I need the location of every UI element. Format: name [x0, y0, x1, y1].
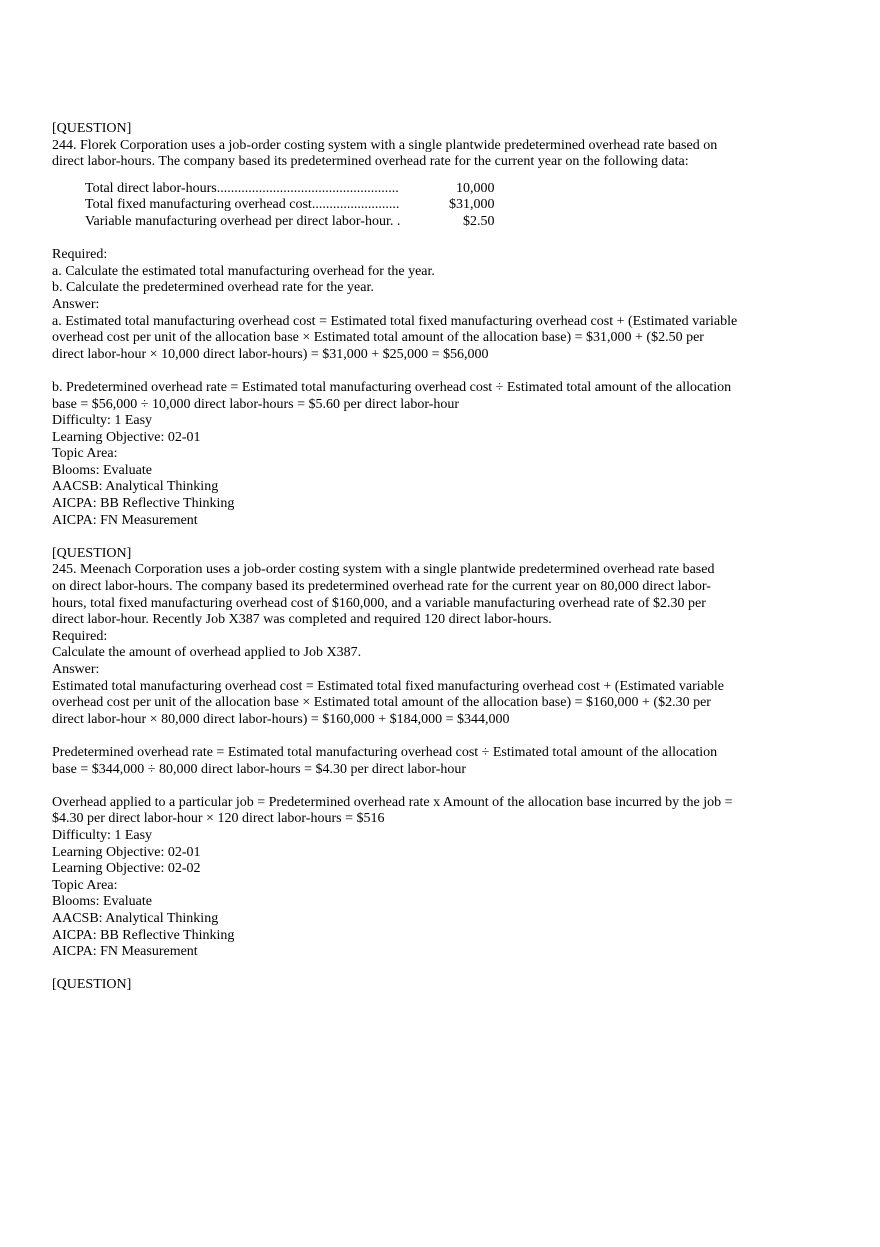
meta-topic-area: Topic Area: [52, 446, 118, 462]
question-stem-line: hours, total fixed manufacturing overhead cost of $160,000, and a variable manufacturing overhead rate of $2.30 per [52, 595, 706, 611]
table-row [85, 197, 495, 214]
question-tag: [QUESTION] [52, 545, 132, 561]
meta-difficulty: Difficulty: 1 Easy [52, 413, 153, 429]
table-value: 10,000 [456, 180, 495, 196]
answer-line: Predetermined overhead rate = Estimated total manufacturing overhead cost ÷ Estimated total amount of the allocation [52, 744, 718, 760]
question-tag: [QUESTION] [52, 977, 132, 993]
answer-line: overhead cost per unit of the allocation base × Estimated total amount of the allocation base) = $31,000 + ($2.50 per [52, 330, 704, 346]
answer-line: direct labor-hour × 80,000 direct labor-hours) = $160,000 + $184,000 = $344,000 [52, 711, 510, 727]
table-label: Total fixed manufacturing overhead cost......................... [85, 197, 400, 213]
answer-line: Overhead applied to a particular job = Predetermined overhead rate x Amount of the allocation base incurred by the job = [52, 794, 733, 810]
question-244 [52, 121, 772, 529]
document-page [52, 121, 772, 994]
meta-difficulty: Difficulty: 1 Easy [52, 827, 153, 843]
meta-learning-objective: Learning Objective: 02-01 [52, 844, 201, 860]
answer-line: base = $344,000 ÷ 80,000 direct labor-hours = $4.30 per direct labor-hour [52, 761, 467, 777]
table-value: $31,000 [449, 197, 495, 213]
answer-line: Estimated total manufacturing overhead cost = Estimated total fixed manufacturing overhead cost + (Estimated variable [52, 678, 725, 694]
answer-line: b. Predetermined overhead rate = Estimated total manufacturing overhead cost ÷ Estimated total amount of the allocation [52, 379, 732, 395]
answer-line: base = $56,000 ÷ 10,000 direct labor-hours = $5.60 per direct labor-hour [52, 396, 460, 412]
meta-blooms: Blooms: Evaluate [52, 462, 152, 478]
meta-aicpa: AICPA: BB Reflective Thinking [52, 496, 235, 512]
question-245 [52, 546, 772, 961]
meta-aicpa: AICPA: BB Reflective Thinking [52, 927, 235, 943]
answer-heading: Answer: [52, 296, 100, 312]
table-row [85, 181, 495, 198]
meta-aacsb: AACSB: Analytical Thinking [52, 910, 219, 926]
question-stem-line: on direct labor-hours. The company based its predetermined overhead rate for the current year on 80,000 direct labor- [52, 579, 711, 595]
question-stem-line: direct labor-hours. The company based its predetermined overhead rate for the current year on the following data: [52, 154, 689, 170]
required-item: Calculate the amount of overhead applied to Job X387. [52, 645, 362, 661]
required-heading: Required: [52, 247, 108, 263]
answer-heading: Answer: [52, 662, 100, 677]
meta-aicpa: AICPA: FN Measurement [52, 944, 198, 960]
table-row [85, 214, 495, 231]
question-stem-line: 245. Meenach Corporation uses a job-order costing system with a single plantwide predetermined overhead rate based [52, 562, 715, 578]
answer-line: a. Estimated total manufacturing overhead cost = Estimated total fixed manufacturing overhead cost + (Estimated variable [52, 313, 738, 329]
answer-line: overhead cost per unit of the allocation base × Estimated total amount of the allocation base) = $160,000 + ($2.30 per [52, 695, 711, 711]
meta-learning-objective: Learning Objective: 02-02 [52, 861, 201, 877]
meta-blooms: Blooms: Evaluate [52, 894, 152, 910]
table-value: $2.50 [463, 213, 495, 229]
question-tag: [QUESTION] [52, 121, 132, 136]
answer-line: direct labor-hour × 10,000 direct labor-hours) = $31,000 + $25,000 = $56,000 [52, 346, 489, 362]
overhead-data-table [85, 181, 495, 231]
required-heading: Required: [52, 628, 108, 644]
answer-line: $4.30 per direct labor-hour × 120 direct labor-hours = $516 [52, 811, 385, 827]
required-item: b. Calculate the predetermined overhead rate for the year. [52, 280, 374, 296]
meta-aacsb: AACSB: Analytical Thinking [52, 479, 219, 495]
question-stem-line: 244. Florek Corporation uses a job-order costing system with a single plantwide predetermined overhead rate based on [52, 137, 718, 153]
meta-topic-area: Topic Area: [52, 877, 118, 893]
question-stem-line: direct labor-hour. Recently Job X387 was completed and required 120 direct labor-hours. [52, 612, 552, 628]
table-label: Variable manufacturing overhead per direct labor-hour. . [85, 213, 401, 229]
meta-aicpa: AICPA: FN Measurement [52, 512, 198, 528]
meta-learning-objective: Learning Objective: 02-01 [52, 429, 201, 445]
required-item: a. Calculate the estimated total manufacturing overhead for the year. [52, 263, 435, 279]
table-label: Total direct labor-hours.................................................... [85, 180, 399, 196]
